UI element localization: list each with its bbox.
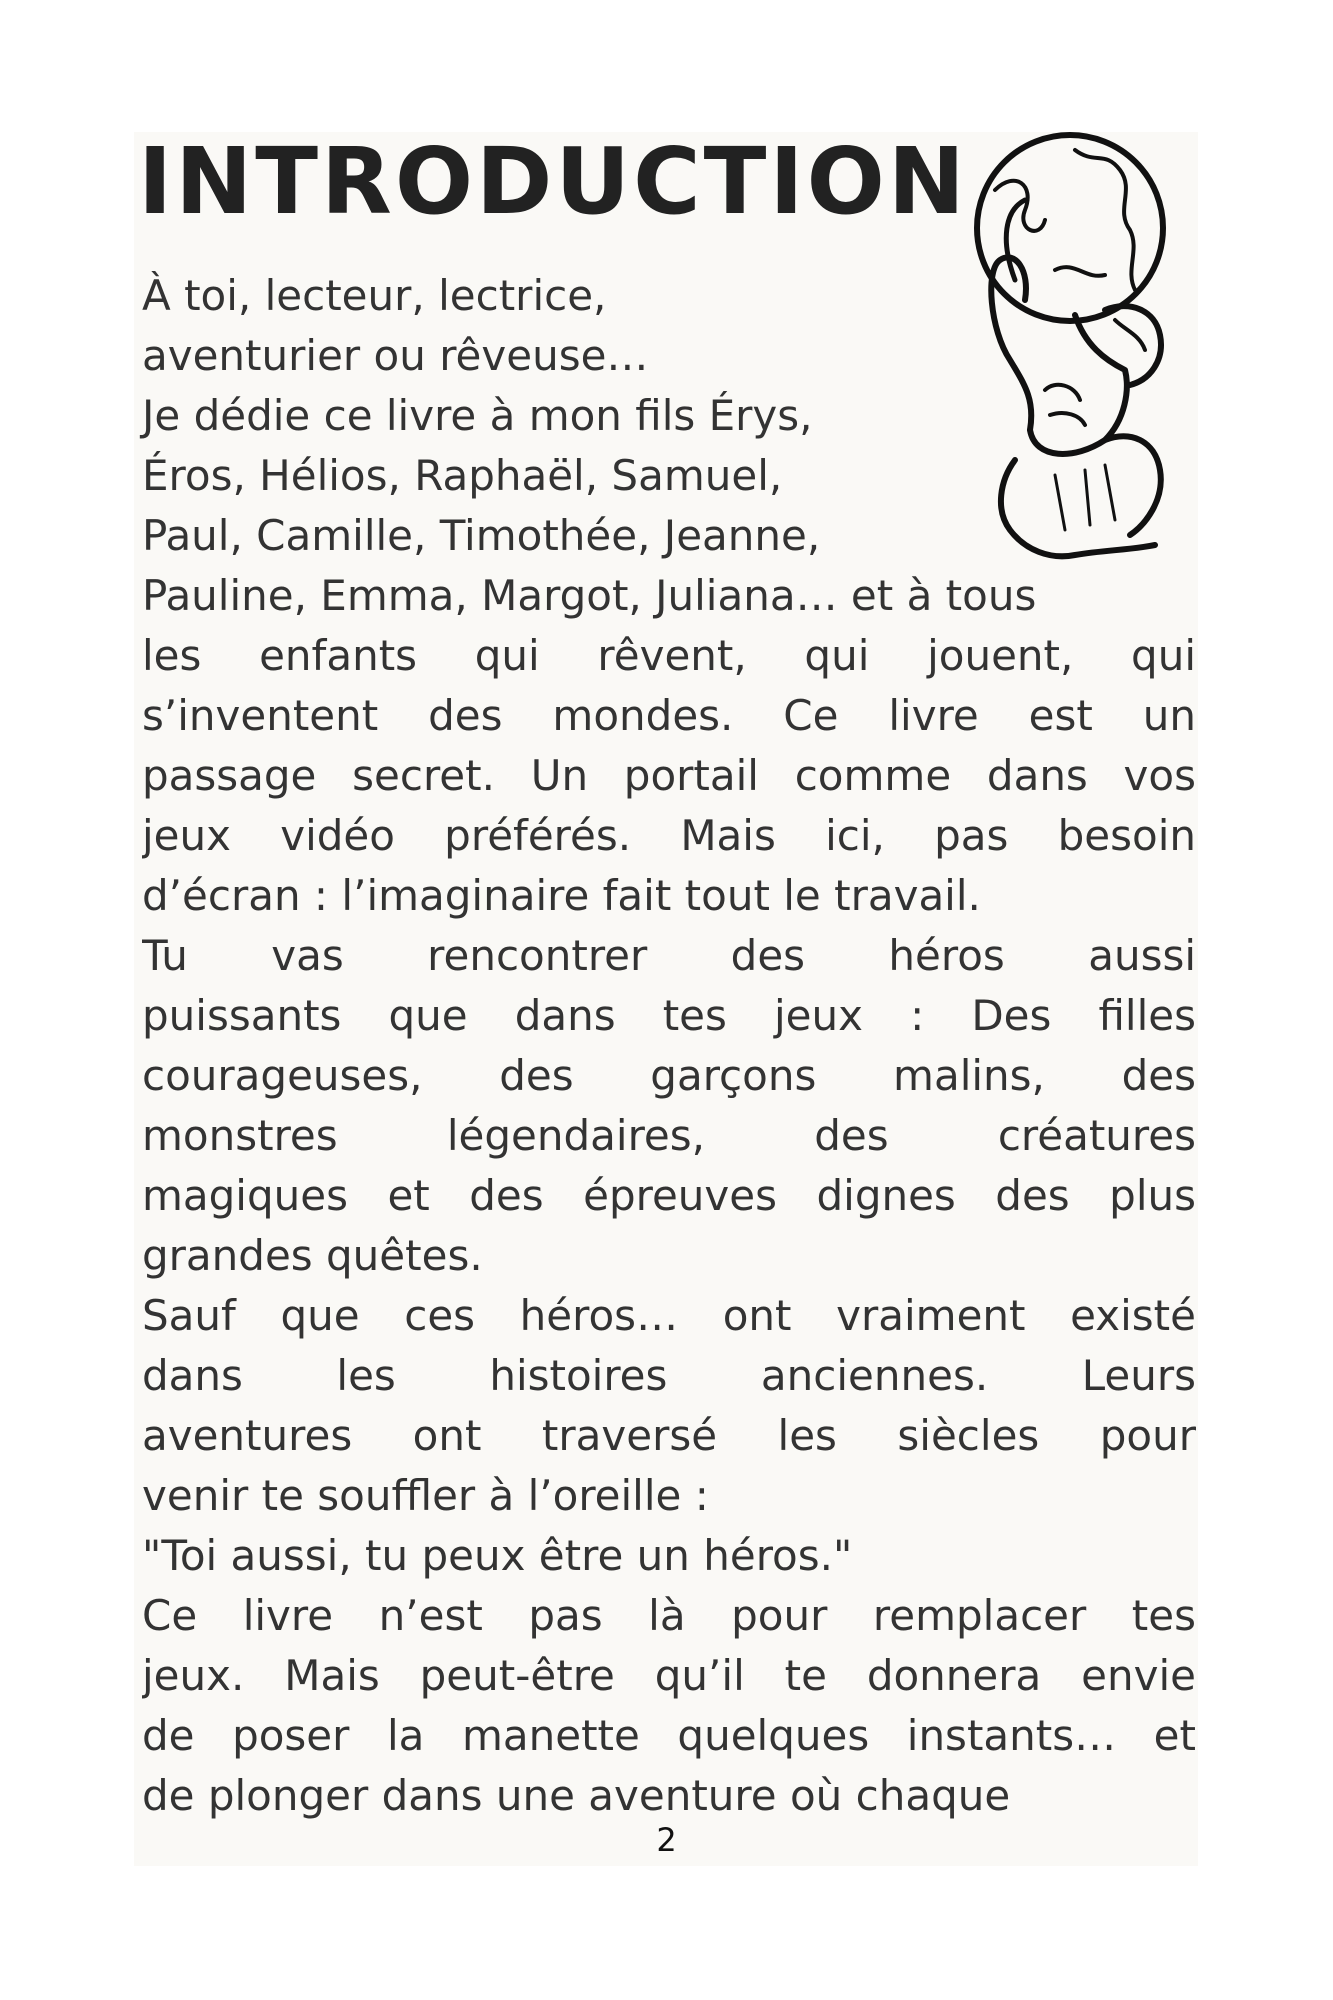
paragraph: [142, 926, 1196, 1286]
text-line: Ce livre n’est pas là pour remplacer tes: [142, 1591, 1196, 1640]
paragraph: [142, 1286, 1196, 1526]
paragraph: [142, 1586, 1196, 1826]
paragraph: [142, 1526, 1196, 1586]
text-line: aventurier ou rêveuse…: [142, 331, 649, 380]
text-line: jeux. Mais peut-être qu’il te donnera envie: [142, 1651, 1196, 1700]
text-line: puissants que dans tes jeux : Des filles: [142, 991, 1196, 1040]
text-line: dans les histoires anciennes. Leurs: [142, 1351, 1196, 1400]
text-line: Je dédie ce livre à mon fils Érys,: [142, 391, 813, 440]
text-line: Sauf que ces héros… ont vraiment existé: [142, 1291, 1196, 1340]
page-number: 2: [656, 1821, 677, 1859]
text-line: de plonger dans une aventure où chaque: [142, 1771, 1011, 1820]
text-line: À toi, lecteur, lectrice,: [142, 271, 607, 320]
page-title: INTRODUCTION: [138, 128, 968, 235]
text-line: les enfants qui rêvent, qui jouent, qui: [142, 631, 1196, 680]
text-line: passage secret. Un portail comme dans vos: [142, 751, 1196, 800]
text-line: grandes quêtes.: [142, 1231, 483, 1280]
text-line: de poser la manette quelques instants… et: [142, 1711, 1196, 1760]
text-line: Tu vas rencontrer des héros aussi: [142, 931, 1196, 980]
text-line: courageuses, des garçons malins, des: [142, 1051, 1196, 1100]
paragraph: [142, 266, 1196, 926]
text-line: jeux vidéo préférés. Mais ici, pas besoin: [142, 811, 1196, 860]
text-line: venir te souffler à l’oreille :: [142, 1471, 709, 1520]
text-line: s’inventent des mondes. Ce livre est un: [142, 691, 1196, 740]
body-text: [142, 266, 1196, 1826]
text-line: "Toi aussi, tu peux être un héros.": [142, 1531, 853, 1580]
text-line: Pauline, Emma, Margot, Juliana… et à tous: [142, 571, 1037, 620]
text-line: magiques et des épreuves dignes des plus: [142, 1171, 1196, 1220]
text-line: monstres légendaires, des créatures: [142, 1111, 1196, 1160]
text-line: aventures ont traversé les siècles pour: [142, 1411, 1196, 1460]
text-line: Éros, Hélios, Raphaël, Samuel,: [142, 451, 783, 500]
text-line: Paul, Camille, Timothée, Jeanne,: [142, 511, 821, 560]
text-line: d’écran : l’imaginaire fait tout le travail.: [142, 871, 981, 920]
